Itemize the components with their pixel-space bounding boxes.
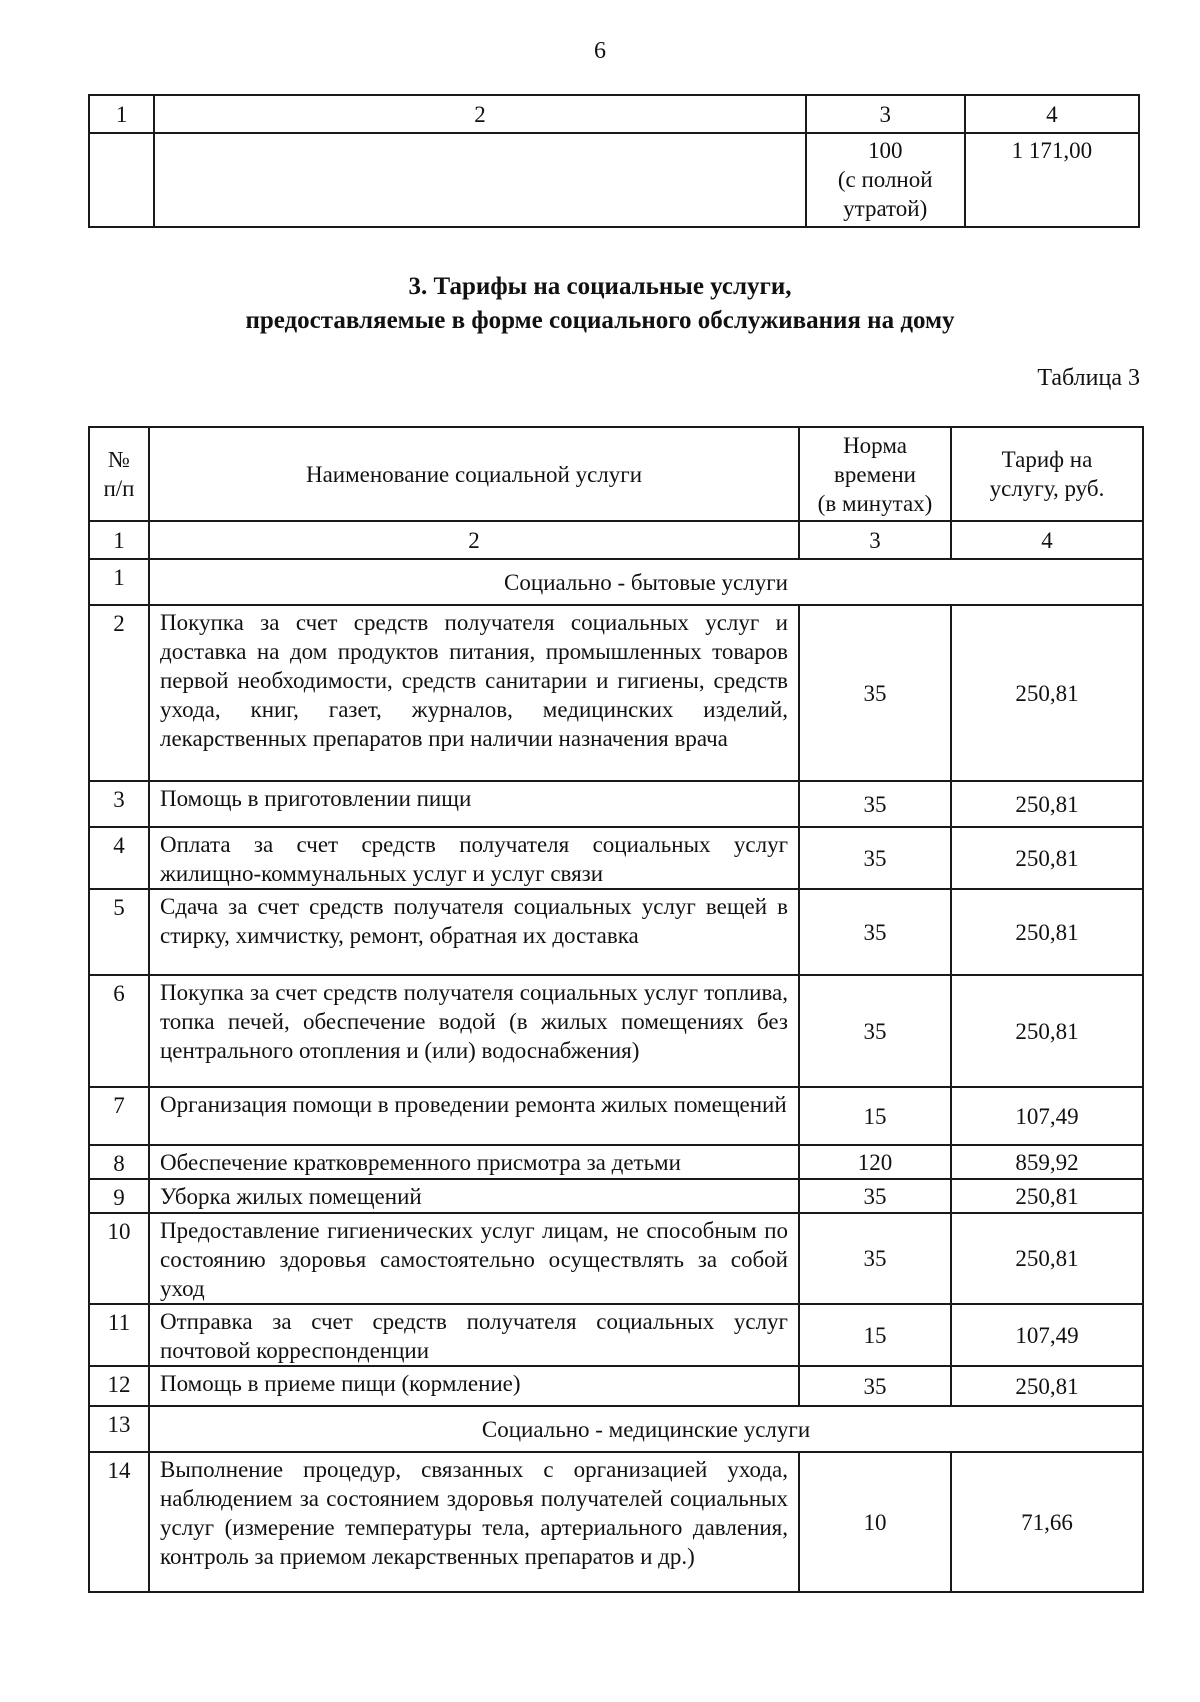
- time-norm-cell: 35: [799, 1213, 951, 1304]
- time-norm-cell: 35: [799, 827, 951, 889]
- header-service-name: Наименование социальной услуги: [149, 427, 799, 521]
- table-row: [89, 605, 1143, 781]
- row-number-cell: 8: [89, 1145, 149, 1179]
- table-label: Таблица 3: [1037, 365, 1140, 391]
- col-number-cell: 1: [89, 95, 154, 133]
- row-number-cell: 7: [89, 1087, 149, 1145]
- col-number-cell: 2: [149, 521, 799, 559]
- time-norm-cell: 35: [799, 1179, 951, 1213]
- time-norm-cell: 35: [799, 605, 951, 781]
- header-tariff: Тариф на услугу, руб.: [951, 427, 1143, 521]
- row-number-cell: 5: [89, 889, 149, 975]
- column-number-row: [89, 95, 1139, 133]
- table-row: [89, 133, 1139, 227]
- table-row: [89, 1179, 1143, 1213]
- header-number: № п/п: [89, 427, 149, 521]
- service-name-cell: Покупка за счет средств получателя социальных услуг и доставка на дом продуктов питания, промышленных товаров первой необходимости, средств санитарии и гигиены, средств ухода, книг, газет, журналов, медицинских изделий, лекарственных препаратов при наличии назначения врача: [149, 605, 799, 781]
- row-name-cell: [154, 133, 805, 227]
- section-title-cell: Социально - медицинские услуги: [149, 1406, 1143, 1452]
- row-norm-cell: 100 (с полной утратой): [806, 133, 965, 227]
- time-norm-cell: 120: [799, 1145, 951, 1179]
- row-number-cell: 2: [89, 605, 149, 781]
- tariff-cell: 859,92: [951, 1145, 1143, 1179]
- tariff-cell: 250,81: [951, 1366, 1143, 1406]
- time-norm-cell: 35: [799, 781, 951, 827]
- tariff-cell: 250,81: [951, 1213, 1143, 1304]
- service-name-cell: Покупка за счет средств получателя социальных услуг топлива, топка печей, обеспечение водой (в жилых помещениях без центрального отопления и (или) водоснабжения): [149, 975, 799, 1087]
- header-time-norm: Норма времени (в минутах): [799, 427, 951, 521]
- table-row: [89, 889, 1143, 975]
- tariff-cell: 107,49: [951, 1304, 1143, 1366]
- header-row: [89, 427, 1143, 521]
- section-heading: [0, 270, 1200, 338]
- section-heading-line-2: предоставляемые в форме социального обслуживания на дому: [245, 307, 955, 334]
- row-number-cell: 4: [89, 827, 149, 889]
- service-name-cell: Помощь в приготовлении пищи: [149, 781, 799, 827]
- service-name-cell: Уборка жилых помещений: [149, 1179, 799, 1213]
- col-number-cell: 2: [154, 95, 805, 133]
- time-norm-cell: 15: [799, 1304, 951, 1366]
- column-number-row: [89, 521, 1143, 559]
- time-norm-cell: 35: [799, 975, 951, 1087]
- col-number-cell: 3: [799, 521, 951, 559]
- col-number-cell: 1: [89, 521, 149, 559]
- row-number-cell: 9: [89, 1179, 149, 1213]
- tariff-cell: 250,81: [951, 781, 1143, 827]
- tariff-table: [88, 426, 1144, 1593]
- section-row: [89, 559, 1143, 605]
- table-row: [89, 1087, 1143, 1145]
- col-number-cell: 4: [965, 95, 1139, 133]
- time-norm-cell: 10: [799, 1452, 951, 1592]
- tariff-cell: 250,81: [951, 975, 1143, 1087]
- service-name-cell: Помощь в приеме пищи (кормление): [149, 1366, 799, 1406]
- tariff-cell: 250,81: [951, 605, 1143, 781]
- row-number-cell: 14: [89, 1452, 149, 1592]
- row-tariff-cell: 1 171,00: [965, 133, 1139, 227]
- table-row: [89, 1304, 1143, 1366]
- tariff-cell: 250,81: [951, 889, 1143, 975]
- row-number-cell: 6: [89, 975, 149, 1087]
- table-row: [89, 827, 1143, 889]
- tariff-cell: 71,66: [951, 1452, 1143, 1592]
- table-row: [89, 1213, 1143, 1304]
- section-heading-line-1: 3. Тарифы на социальные услуги,: [408, 273, 792, 300]
- table-row: [89, 1452, 1143, 1592]
- service-name-cell: Сдача за счет средств получателя социальных услуг вещей в стирку, химчистку, ремонт, обратная их доставка: [149, 889, 799, 975]
- service-name-cell: Оплата за счет средств получателя социальных услуг жилищно-коммунальных услуг и услуг связи: [149, 827, 799, 889]
- row-number-cell: 1: [89, 559, 149, 605]
- row-number-cell: 13: [89, 1406, 149, 1452]
- service-name-cell: Выполнение процедур, связанных с организацией ухода, наблюдением за состоянием здоровья получателей социальных услуг (измерение температуры тела, артериального давления, контроль за приемом лекарственных препаратов и др.): [149, 1452, 799, 1592]
- tariff-table-body: [89, 559, 1143, 1592]
- tariff-cell: 250,81: [951, 1179, 1143, 1213]
- row-number-cell: 11: [89, 1304, 149, 1366]
- time-norm-cell: 15: [799, 1087, 951, 1145]
- col-number-cell: 4: [951, 521, 1143, 559]
- table-row: [89, 1145, 1143, 1179]
- tariff-cell: 107,49: [951, 1087, 1143, 1145]
- row-number-cell: 12: [89, 1366, 149, 1406]
- section-title-cell: Социально - бытовые услуги: [149, 559, 1143, 605]
- service-name-cell: Организация помощи в проведении ремонта жилых помещений: [149, 1087, 799, 1145]
- table-row: [89, 975, 1143, 1087]
- col-number-cell: 3: [806, 95, 965, 133]
- tariff-cell: 250,81: [951, 827, 1143, 889]
- page-number: 6: [594, 38, 606, 64]
- table-row: [89, 1366, 1143, 1406]
- section-row: [89, 1406, 1143, 1452]
- time-norm-cell: 35: [799, 889, 951, 975]
- row-number-cell: [89, 133, 154, 227]
- service-name-cell: Отправка за счет средств получателя социальных услуг почтовой корреспонденции: [149, 1304, 799, 1366]
- time-norm-cell: 35: [799, 1366, 951, 1406]
- continued-table: [88, 94, 1140, 228]
- service-name-cell: Обеспечение кратковременного присмотра за детьми: [149, 1145, 799, 1179]
- table-row: [89, 781, 1143, 827]
- row-number-cell: 3: [89, 781, 149, 827]
- row-number-cell: 10: [89, 1213, 149, 1304]
- service-name-cell: Предоставление гигиенических услуг лицам, не способным по состоянию здоровья самостоятельно осуществлять за собой уход: [149, 1213, 799, 1304]
